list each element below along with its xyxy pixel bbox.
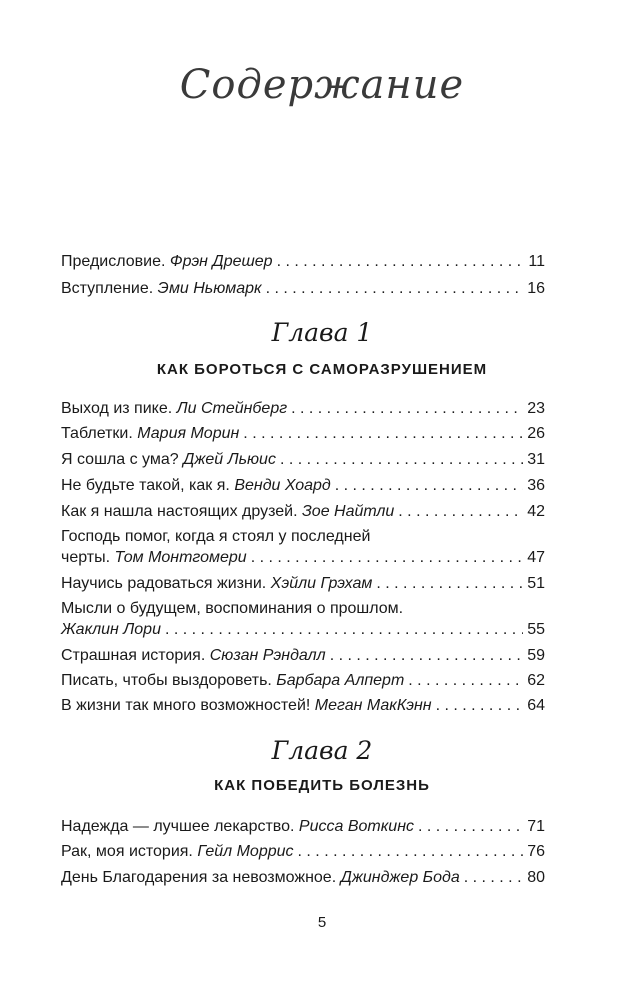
chapter-1-label: Глава 1 bbox=[271, 318, 373, 347]
entry-page: 71 bbox=[527, 818, 545, 835]
dot-leader bbox=[408, 669, 523, 692]
entry-author: Венди Хоард bbox=[234, 477, 331, 494]
dot-leader bbox=[291, 397, 523, 420]
chapter-2-label: Глава 2 bbox=[271, 736, 373, 765]
entry-title: Выход из пике. bbox=[61, 400, 173, 417]
entry-page: 80 bbox=[527, 869, 545, 886]
toc-entry bbox=[61, 866, 545, 889]
toc-entry bbox=[61, 618, 545, 641]
entry-title: Научись радоваться жизни. bbox=[61, 575, 267, 592]
dot-leader bbox=[266, 277, 524, 300]
dot-leader bbox=[277, 250, 525, 273]
entry-title: Я сошла с ума? bbox=[61, 451, 179, 468]
entry-page: 76 bbox=[527, 843, 545, 860]
entry-author: Жаклин Лори bbox=[61, 621, 161, 638]
entry-page: 11 bbox=[528, 253, 545, 270]
entry-author: Зое Найтли bbox=[301, 503, 395, 520]
dot-leader bbox=[330, 644, 524, 667]
entry-title-line: Мысли о будущем, воспоминания о прошлом. bbox=[61, 600, 404, 617]
entry-page: 23 bbox=[527, 400, 545, 417]
entry-page: 59 bbox=[527, 647, 545, 664]
chapter-1-title: КАК БОРОТЬСЯ С САМОРАЗРУШЕНИЕМ bbox=[156, 361, 488, 378]
entry-page: 64 bbox=[527, 697, 545, 714]
entry-title: Как я нашла настоящих друзей. bbox=[61, 503, 298, 520]
toc-entry bbox=[61, 815, 545, 838]
entry-author: Ли Стейнберг bbox=[176, 400, 288, 417]
entry-author: Фрэн Дрешер bbox=[169, 253, 273, 270]
entry-title: Рак, моя история. bbox=[61, 843, 193, 860]
toc-entry bbox=[61, 546, 545, 569]
entry-page: 47 bbox=[527, 549, 545, 566]
entry-title: Страшная история. bbox=[61, 647, 206, 664]
dot-leader bbox=[376, 572, 523, 595]
entry-title: Не будьте такой, как я. bbox=[61, 477, 230, 494]
entry-title: Надежда — лучшее лекарство. bbox=[61, 818, 295, 835]
entry-author: Мария Морин bbox=[137, 425, 240, 442]
entry-page: 55 bbox=[527, 621, 545, 638]
entry-page: 26 bbox=[527, 425, 545, 442]
entry-author: Джинджер Бода bbox=[340, 869, 460, 886]
dot-leader bbox=[436, 694, 524, 717]
entry-title: День Благодарения за невозможное. bbox=[61, 869, 337, 886]
entry-author: Хэйли Грэхам bbox=[270, 575, 373, 592]
entry-page: 36 bbox=[527, 477, 545, 494]
dot-leader bbox=[243, 422, 523, 445]
entry-author: Джей Льюис bbox=[183, 451, 276, 468]
dot-leader bbox=[398, 500, 523, 523]
dot-leader bbox=[335, 474, 523, 497]
dot-leader bbox=[418, 815, 523, 838]
entry-title: Вступление. bbox=[61, 280, 154, 297]
entry-author: Барбара Алперт bbox=[276, 672, 405, 689]
toc-entry bbox=[61, 644, 545, 667]
dot-leader bbox=[280, 448, 523, 471]
toc-entry bbox=[61, 250, 545, 273]
dot-leader bbox=[464, 866, 523, 889]
toc-entry bbox=[61, 448, 545, 471]
toc-entry bbox=[61, 840, 545, 863]
toc-entry bbox=[61, 474, 545, 497]
toc-entry bbox=[61, 277, 545, 300]
toc-entry bbox=[61, 397, 545, 420]
entry-author: Меган МакКэнн bbox=[314, 697, 432, 714]
entry-author: Гейл Моррис bbox=[197, 843, 294, 860]
entry-page: 62 bbox=[527, 672, 545, 689]
dot-leader bbox=[165, 618, 523, 641]
toc-entry bbox=[61, 694, 545, 717]
page-number: 5 bbox=[317, 914, 327, 931]
entry-author: Эми Ньюмарк bbox=[157, 280, 262, 297]
entry-page: 31 bbox=[527, 451, 545, 468]
dot-leader bbox=[298, 840, 524, 863]
entry-page: 16 bbox=[527, 280, 545, 297]
entry-title: Предисловие. bbox=[61, 253, 166, 270]
entry-title: черты. bbox=[61, 549, 111, 566]
entry-author: Сюзан Рэндалл bbox=[209, 647, 326, 664]
page-title: Содержание bbox=[179, 62, 465, 108]
entry-title-line: Господь помог, когда я стоял у последней bbox=[61, 528, 371, 545]
chapter-2-title: КАК ПОБЕДИТЬ БОЛЕЗНЬ bbox=[214, 777, 430, 794]
entry-author: Рисса Воткинс bbox=[298, 818, 414, 835]
toc-entry bbox=[61, 500, 545, 523]
toc-entry bbox=[61, 572, 545, 595]
entry-title: Таблетки. bbox=[61, 425, 133, 442]
entry-page: 42 bbox=[527, 503, 545, 520]
entry-title: В жизни так много возможностей! bbox=[61, 697, 311, 714]
dot-leader bbox=[251, 546, 524, 569]
entry-page: 51 bbox=[527, 575, 545, 592]
entry-author: Том Монтгомери bbox=[114, 549, 247, 566]
toc-entry bbox=[61, 669, 545, 692]
entry-title: Писать, чтобы выздороветь. bbox=[61, 672, 272, 689]
toc-entry bbox=[61, 422, 545, 445]
